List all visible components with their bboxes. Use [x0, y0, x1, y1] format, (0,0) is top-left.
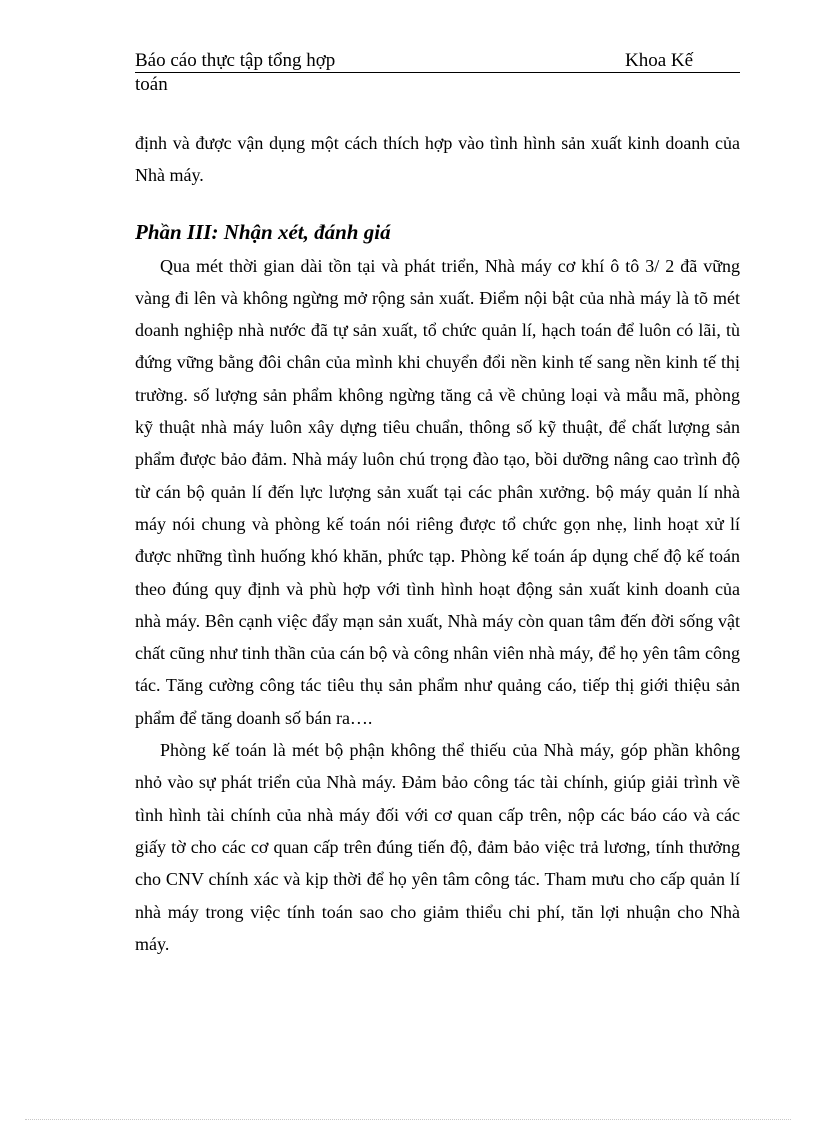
paragraph-2: Phòng kế toán là mét bộ phận không thể thiếu của Nhà máy, góp phần không nhỏ vào sự phát triển của Nhà máy. Đảm bảo công tác tài chính, giúp giải trình về tình hình tài chính của nhà máy đối với cơ quan cấp trên, nộp các báo cáo và các giấy tờ cho các cơ quan cấp trên đúng tiến độ, đảm bảo việc trả lương, tính thưởng cho CNV chính xác và kịp thời để họ yên tâm công tác. Tham mưu cho cấp quản lí nhà máy trong việc tính toán sao cho giảm thiểu chi phí, tăn lợi nhuận cho Nhà máy. [135, 740, 740, 954]
header-department: Khoa Kế [625, 50, 694, 71]
header-rule [135, 50, 740, 73]
header-department-continuation: toán [135, 74, 168, 95]
continued-paragraph: định và được vận dụng một cách thích hợp vào tình hình sản xuất kinh doanh của Nhà máy. [135, 133, 740, 186]
section-title: Phần III: Nhận xét, đánh giá [135, 219, 391, 244]
footer-dotted-rule [25, 1119, 791, 1120]
page-content [135, 127, 740, 960]
header-report-title: Báo cáo thực tập tổng hợp [135, 50, 336, 71]
paragraph-1: Qua mét thời gian dài tồn tại và phát triển, Nhà máy cơ khí ô tô 3/ 2 đã vững vàng đi lên và không ngừng mở rộng sản xuất. Điểm nội bật của nhà máy là tõ mét doanh nghiệp nhà nước đã tự sản xuất, tổ chức quản lí, hạch toán để luôn có lãi, tù đứng vững bằng đôi chân của mình khi chuyển đổi nền kinh tế sang nền kinh tế thị trường. số lượng sản phẩm không ngừng tăng cả về chủng loại và mẫu mã, phòng kỹ thuật nhà máy luôn xây dựng tiêu chuẩn, thông số kỹ thuật, để chất lượng sản phẩm được bảo đảm. Nhà máy luôn chú trọng đào tạo, bồi dưỡng nâng cao trình độ từ cán bộ quản lí đến lực lượng sản xuất tại các phân xưởng. bộ máy quản lí nhà máy nói chung và phòng kế toán nói riêng được tổ chức gọn nhẹ, linh hoạt xử lí được những tình huống khó khăn, phức tạp. Phòng kế toán áp dụng chế độ kế toán theo đúng quy định và phù hợp với tình hình hoạt động sản xuất kinh doanh của nhà máy. Bên cạnh việc đẩy mạn sản xuất, Nhà máy còn quan tâm đến đời sống vật chất cũng như tinh thần của cán bộ và công nhân viên nhà máy, để họ yên tâm công tác. Tăng cường công tác tiêu thụ sản phẩm như quảng cáo, tiếp thị giới thiệu sản phẩm để tăng doanh số bán ra…. [135, 255, 740, 728]
page-header [135, 50, 740, 97]
